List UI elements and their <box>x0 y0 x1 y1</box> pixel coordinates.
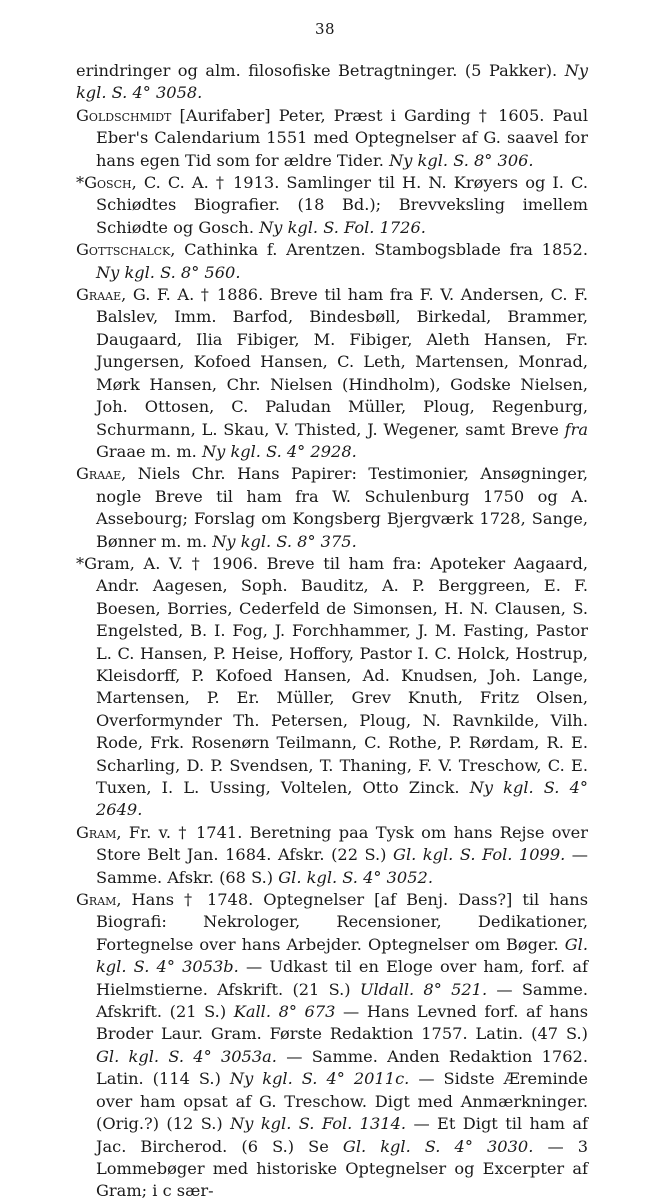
entry-text: — Udkast til en Eloge over ham, forf. af Hielmstierne. Afskrift. (21 S.) <box>96 957 589 999</box>
shelfmark: Ny kgl. S. 4° 2928. <box>201 441 357 461</box>
shelfmark: Gl. kgl. S. 4° 3053b. <box>96 934 588 977</box>
catalog-entry <box>76 239 588 284</box>
entry-text: erindringer og alm. filosofiske Betragtninger. (5 Pakker). <box>76 61 565 80</box>
entry-text: Graae m. m. <box>96 441 202 461</box>
entry-text: C. C. A. † 1913. Samlinger til H. N. Krøyers og I. C. Schiødtes Biografier. (18 Bd.); Brevveksling imellem Schiødte og Gosch. <box>96 173 588 237</box>
catalog-entries <box>76 60 588 1203</box>
catalog-entry <box>76 284 588 463</box>
catalog-entry <box>76 889 588 1203</box>
entry-text: — Sidste Æreminde over ham opsat af G. Treschow. Digt med Anmærkninger. (Orig.?) (12 S.) <box>96 1069 589 1134</box>
shelfmark: Uldall. 8° 521. <box>359 979 488 999</box>
entry-text: — 3 Lommebøger med historiske Optegnelser og Excerpter af Gram; i c sær- <box>96 1136 589 1201</box>
entry-text: G. F. A. † 1886. Breve til ham fra F. V. Andersen, C. F. Balslev, Imm. Barfod, Bindesbøll, Birkedal, Brammer, Daugaard, Ilia Fibiger, M. Fibiger, Aleth Hansen, Fr. Jungersen, Kofoed Hansen, C. Leth, Martensen, Monrad, Mørk Hansen, Chr. Nielsen (Hindholm), Godske Nielsen, Joh. Ottosen, C. Paludan Müller, Ploug, Regenburg, Schurmann, L. Skau, V. Thisted, J. Wegener, samt Breve <box>96 285 588 439</box>
shelfmark: Ny kgl. S. Fol. 1314. <box>230 1114 407 1134</box>
entry-heading: Goldschmidt <box>76 105 172 125</box>
entry-text: — Samme. Afskr. (68 S.) <box>96 845 588 887</box>
entry-text: — Samme. Afskrift. (21 S.) <box>96 979 588 1022</box>
catalog-entry <box>76 172 588 239</box>
shelfmark: Ny kgl. S. 4° 2649. <box>96 778 588 820</box>
entry-text: A. V. † 1906. Breve til ham fra: Apoteker Aagaard, Andr. Aagesen, Soph. Bauditz, A. P. Berggreen, E. F. Boesen, Borries, Cederfeld de Simonsen, H. N. Clausen, S. Engelsted, B. I. Fog, J. Forchhammer, J. M. Fasting, Pastor L. C. Hansen, P. Heise, Hoffory, Pastor I. C. Holck, Hostrup, Kleisdorff, P. Kofoed Hansen, Ad. Knudsen, Joh. Lange, Martensen, P. Er. Müller, Grev Knuth, Fritz Olsen, Overformynder Th. Petersen, Ploug, N. Ravnkilde, Vilh. Rode, Frk. Rosenørn Teilmann, C. Rothe, P. Rørdam, R. E. Scharling, D. P. Svendsen, T. Thaning, F. V. Treschow, C. E. Tuxen, I. L. Ussing, Voltelen, Otto Zinck. <box>96 553 588 797</box>
shelfmark: Ny kgl. S. 8° 306. <box>389 150 534 170</box>
shelfmark: Gl. kgl. S. 4° 3052. <box>278 867 433 887</box>
entry-text: Hans † 1748. Optegnelser [af Benj. Dass?] til hans Biografi: Nekrologer, Recensioner, Dedikationer, Fortegnelse over hans Arbejder. Optegnelser om Bøger. <box>96 890 588 954</box>
entry-text: Niels Chr. Hans Papirer: Testimonier, Ansøgninger, nogle Breve til ham fra W. Schulenburg 1750 og A. Assebourg; Forslag om Kongsberg Bjergværk 1728, Sange, Bønner m. m. <box>96 464 588 551</box>
catalog-entry <box>76 553 588 822</box>
catalog-entry <box>76 822 588 889</box>
entry-heading: *Gram, <box>76 553 135 573</box>
entry-heading: Gram, <box>76 822 122 842</box>
entry-text: — Samme. Anden Redaktion 1762. Latin. (114 S.) <box>96 1046 588 1089</box>
page-number: 38 <box>314 20 336 38</box>
shelfmark: Ny kgl. S. 8° 560. <box>96 262 241 282</box>
entry-text: — Hans Levned forf. af hans Broder Laur. Gram. Første Redaktion 1757. Latin. (47 S.) <box>96 1002 589 1044</box>
shelfmark: Ny kgl. S. 8° 375. <box>212 531 357 551</box>
entry-heading: *Gosch, <box>76 173 137 193</box>
shelfmark: Gl. kgl. S. Fol. 1099. <box>393 845 566 865</box>
shelfmark: Gl. kgl. S. 4° 3053a. <box>96 1046 277 1066</box>
catalog-entry <box>76 463 588 553</box>
shelfmark: Gl. kgl. S. 4° 3030. <box>342 1136 534 1156</box>
entry-text: Fr. v. † 1741. Beretning paa Tysk om hans Rejse over Store Belt Jan. 1684. Afskr. (22 S.) <box>96 822 588 865</box>
entry-heading: Graae, <box>76 285 127 305</box>
shelfmark: Ny kgl. S. 4° 2011c. <box>229 1069 410 1089</box>
entry-italic: fra <box>564 419 588 439</box>
catalog-entry <box>76 105 588 172</box>
catalog-entry <box>76 60 588 105</box>
entry-heading: Graae, <box>76 464 127 484</box>
shelfmark: Kall. 8° 673 <box>233 1002 336 1022</box>
shelfmark: Ny kgl. S. Fol. 1726. <box>259 217 426 237</box>
entry-text: — Et Digt til ham af Jac. Bircherod. (6 S.) Se <box>96 1114 588 1156</box>
shelfmark: Ny kgl. S. 4° 3058. <box>76 61 588 103</box>
entry-heading: Gottschalck, <box>76 240 176 260</box>
entry-text: Cathinka f. Arentzen. Stambogsblade fra 1852. <box>175 240 588 260</box>
entry-text: [Aurifaber] Peter, Præst i Garding † 1605. Paul Eber's Calendarium 1551 med Optegnelser af G. saavel for hans egen Tid som for ældre Tider. <box>96 105 588 170</box>
entry-heading: Gram, <box>76 890 122 910</box>
